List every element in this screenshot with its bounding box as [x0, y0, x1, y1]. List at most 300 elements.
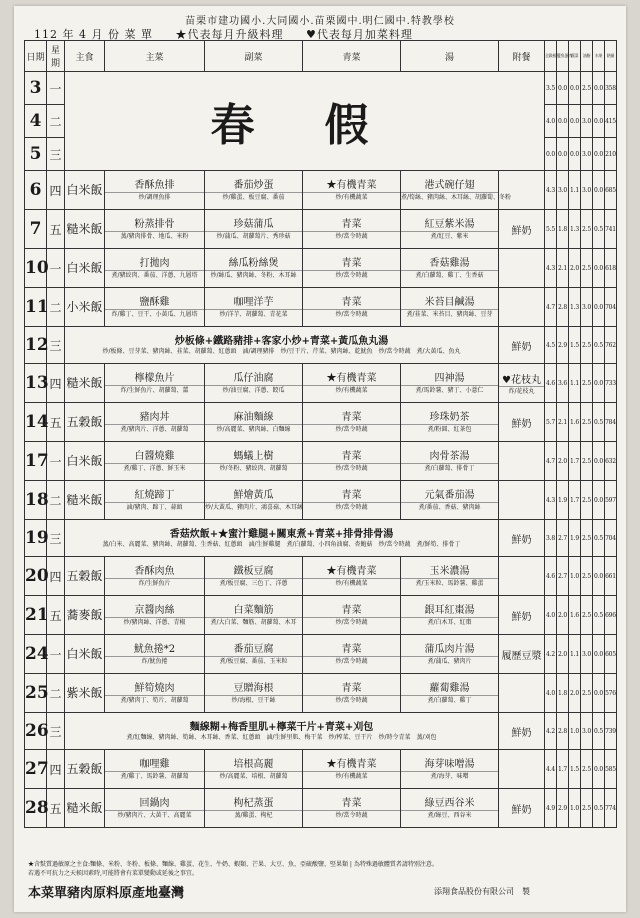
- vegetable-dish-name: 青菜: [341, 219, 362, 230]
- nutrition-value: 3.0: [581, 635, 593, 674]
- nutrition-value: 2.7: [557, 557, 569, 596]
- side-dish-name: 白菜麵筋: [233, 605, 274, 616]
- vegetable-dish-name: ★有機青菜: [326, 180, 377, 191]
- main-dish: [105, 596, 205, 635]
- extra-item: [499, 442, 545, 481]
- main-dish-name: 魷魚捲*2: [133, 644, 176, 655]
- vegetable-dish-name: 青菜: [341, 605, 362, 616]
- soup-dish-ingredients: 煮/韭菜、米苔目、豬肉絲、豆芽: [401, 309, 498, 318]
- nutrition-value: 2.5: [581, 481, 593, 520]
- special-combo-ingredients: 煮/紅麵線、豬肉絲、筍絲、木耳絲、香菜、紅蔥頭 滷/生鮮里肌、梅干菜 炒/榨菜、豆干片 炒/時令青菜 蒸/刈包: [126, 734, 437, 741]
- col-date: 日期: [25, 41, 47, 72]
- soup-dish-ingredients: 煮/綠豆、西谷米: [401, 810, 498, 819]
- soup-dish-name: 蒲瓜肉片湯: [424, 644, 475, 655]
- nutrition-value: 0.5: [593, 789, 605, 828]
- nutrition-value: 704: [605, 520, 617, 557]
- extra-item: [499, 288, 545, 327]
- nutrition-value: 2.7: [557, 520, 569, 557]
- table-row: [25, 403, 617, 442]
- side-dish-ingredients: 炒/蒲瓜、胡蘿蔔片、秀珍菇: [205, 231, 302, 240]
- soup-dish: [401, 442, 499, 481]
- day-weekday: 一: [47, 635, 65, 674]
- table-row: [25, 750, 617, 789]
- day-weekday: 三: [47, 138, 65, 171]
- vegetable-dish: [303, 171, 401, 210]
- day-weekday: 四: [47, 364, 65, 403]
- main-dish-ingredients: 炸/魷魚捲: [105, 656, 204, 665]
- nutrition-value: 0.0: [593, 249, 605, 288]
- day-weekday: 一: [47, 72, 65, 105]
- vegetable-dish-ingredients: 炒/當令時蔬: [303, 695, 400, 704]
- soup-dish-ingredients: 煮/白蘿蔔、雞丁、生香菇: [401, 270, 498, 279]
- nutrition-value: 576: [605, 674, 617, 713]
- extra-item: [499, 249, 545, 288]
- special-combo-title: 麵線糊+梅香里肌+檸菜干片+青菜+刈包: [189, 722, 374, 733]
- nutrition-value: 2.8: [557, 713, 569, 750]
- extra-item: [499, 327, 545, 364]
- vegetable-dish-name: 青菜: [341, 683, 362, 694]
- soup-dish: [401, 249, 499, 288]
- side-dish-ingredients: 煮/大白菜、麵筋、胡蘿蔔、木耳: [205, 617, 302, 626]
- soup-dish: [401, 403, 499, 442]
- nutrition-value: 661: [605, 557, 617, 596]
- col-weekday: 星期: [47, 41, 65, 72]
- nutrition-value: 762: [605, 327, 617, 364]
- vegetable-dish: [303, 596, 401, 635]
- vegetable-dish: [303, 750, 401, 789]
- soup-dish: [401, 481, 499, 520]
- soup-dish: [401, 635, 499, 674]
- nutrition-value: 1.1: [569, 364, 581, 403]
- soup-dish-name: 銀耳紅棗湯: [424, 605, 475, 616]
- nutrition-value: 1.7: [569, 442, 581, 481]
- nutrition-value: 3.5: [545, 72, 557, 105]
- table-row: [25, 72, 617, 105]
- nutrition-value: 0.5: [593, 327, 605, 364]
- soup-dish-name: 四神湯: [434, 373, 465, 384]
- vegetable-dish-name: 青菜: [341, 490, 362, 501]
- day-date: 28: [25, 789, 47, 828]
- soup-dish: [401, 364, 499, 403]
- col-nut-oil: 油脂: [581, 41, 593, 72]
- main-dish-ingredients: 滷/豬肉、蹄丁、蒜頭: [105, 502, 204, 511]
- nutrition-value: 2.0: [557, 596, 569, 635]
- day-date: 7: [25, 210, 47, 249]
- table-row: [25, 520, 617, 557]
- nutrition-value: 0.0: [569, 105, 581, 138]
- table-row: [25, 557, 617, 596]
- col-soup: 湯: [401, 41, 499, 72]
- nutrition-value: 605: [605, 635, 617, 674]
- table-row: [25, 288, 617, 327]
- nutrition-value: 1.5: [569, 327, 581, 364]
- nutrition-value: 2.5: [581, 750, 593, 789]
- staple-food: 糙米飯: [65, 789, 105, 828]
- nutrition-value: 5.7: [545, 403, 557, 442]
- nutrition-value: 632: [605, 442, 617, 481]
- nutrition-value: 1.0: [569, 557, 581, 596]
- soup-dish: [401, 596, 499, 635]
- day-date: 13: [25, 364, 47, 403]
- staple-food: 紫米飯: [65, 674, 105, 713]
- nutrition-value: 2.5: [581, 557, 593, 596]
- nutrition-value: 704: [605, 288, 617, 327]
- vegetable-dish: [303, 789, 401, 828]
- nutrition-value: 1.9: [557, 481, 569, 520]
- nutrition-value: 0.0: [557, 105, 569, 138]
- soup-dish-ingredients: 煮/粉圓、紅茶包: [401, 424, 498, 433]
- nutrition-value: 1.3: [569, 210, 581, 249]
- side-dish-ingredients: 炒/高麗菜、培根、胡蘿蔔: [205, 771, 302, 780]
- day-date: 11: [25, 288, 47, 327]
- main-dish-ingredients: 炸/雞丁、豆干、小黃瓜、九層塔: [105, 309, 204, 318]
- day-date: 20: [25, 557, 47, 596]
- main-dish: [105, 481, 205, 520]
- side-dish: [205, 750, 303, 789]
- nutrition-value: 2.5: [581, 403, 593, 442]
- soup-dish-name: 紅豆紫米湯: [424, 219, 475, 230]
- main-dish-name: 豬肉丼: [139, 412, 170, 423]
- nutrition-value: 5.5: [545, 210, 557, 249]
- nutrition-value: 2.5: [581, 249, 593, 288]
- nutrition-value: 1.6: [569, 403, 581, 442]
- staple-food: 五穀飯: [65, 557, 105, 596]
- day-weekday: 四: [47, 557, 65, 596]
- side-dish-name: 番茄豆腐: [233, 644, 274, 655]
- main-dish-name: 白醬燒雞: [134, 451, 175, 462]
- day-weekday: 五: [47, 403, 65, 442]
- vegetable-dish-name: ★有機青菜: [326, 759, 377, 770]
- side-dish-name: 珍菇蒲瓜: [233, 219, 274, 230]
- day-date: 6: [25, 171, 47, 210]
- soup-dish-ingredients: 煮/番茄、香菇、豬肉絲: [401, 502, 498, 511]
- extra-name: 鮮奶: [511, 341, 532, 353]
- nutrition-value: 1.1: [569, 635, 581, 674]
- main-dish-name: 紅燒蹄丁: [134, 490, 175, 501]
- staple-food: 糙米飯: [65, 210, 105, 249]
- extra-item: [499, 403, 545, 442]
- soup-dish-name: 元氣番茄湯: [424, 490, 475, 501]
- day-date: 27: [25, 750, 47, 789]
- col-nut-kcal: 熱量: [605, 41, 617, 72]
- day-date: 18: [25, 481, 47, 520]
- extra-ingredients: 炸/花枝丸: [499, 386, 544, 395]
- side-dish-name: 鮮燴黃瓜: [233, 490, 274, 501]
- nutrition-value: 4.2: [545, 713, 557, 750]
- nutrition-value: 2.5: [581, 364, 593, 403]
- nutrition-value: 4.0: [545, 105, 557, 138]
- day-weekday: 二: [47, 481, 65, 520]
- side-dish-ingredients: 炒/洋芋、胡蘿蔔、青花菜: [205, 309, 302, 318]
- nutrition-value: 2.0: [569, 249, 581, 288]
- nutrition-value: 4.3: [545, 481, 557, 520]
- vegetable-dish-name: 青菜: [341, 297, 362, 308]
- nutrition-value: 2.5: [581, 674, 593, 713]
- soup-dish: [401, 674, 499, 713]
- table-row: [25, 171, 617, 210]
- soup-dish-name: 玉米濃湯: [429, 566, 470, 577]
- menu-sheet: [14, 6, 626, 912]
- staple-food: 五穀飯: [65, 403, 105, 442]
- day-weekday: 四: [47, 171, 65, 210]
- soup-dish-name: 香菇雞湯: [429, 258, 470, 269]
- vegetable-dish-name: 青菜: [341, 451, 362, 462]
- nutrition-value: 2.5: [581, 520, 593, 557]
- staple-food: 小米飯: [65, 288, 105, 327]
- side-dish-name: 枸杞蒸蛋: [233, 798, 274, 809]
- nutrition-value: 4.6: [545, 557, 557, 596]
- vegetable-dish-name: ★有機青菜: [326, 566, 377, 577]
- nutrition-value: 1.6: [569, 596, 581, 635]
- extra-name: 鮮奶: [511, 534, 532, 546]
- vegetable-dish-ingredients: 炒/有機蔬菜: [303, 771, 400, 780]
- nutrition-value: 0.0: [593, 635, 605, 674]
- soup-dish-name: 米苔目鹹湯: [424, 297, 475, 308]
- staple-food: 蕎麥飯: [65, 596, 105, 635]
- day-date: 14: [25, 403, 47, 442]
- nutrition-value: 696: [605, 596, 617, 635]
- vegetable-dish: [303, 481, 401, 520]
- table-row: [25, 249, 617, 288]
- main-dish: [105, 442, 205, 481]
- nutrition-value: 4.9: [545, 789, 557, 828]
- main-dish: [105, 635, 205, 674]
- nutrition-value: 784: [605, 403, 617, 442]
- nutrition-value: 1.8: [557, 210, 569, 249]
- extra-name: 鮮奶: [511, 611, 532, 623]
- nutrition-value: 1.7: [569, 481, 581, 520]
- day-date: 10: [25, 249, 47, 288]
- nutrition-value: 1.3: [569, 288, 581, 327]
- extra-item: [499, 364, 545, 403]
- nutrition-value: 3.0: [581, 138, 593, 171]
- soup-dish-ingredients: 煮/筍絲、豬肉絲、木耳絲、胡蘿蔔、冬粉: [401, 194, 512, 201]
- main-dish-ingredients: 炒/調理魚排: [105, 192, 204, 201]
- side-dish-ingredients: 炒/大黃瓜、豬肉片、鴻喜菇、木耳絲: [205, 504, 304, 511]
- menu-month: 112 年 4 月 份 菜 單: [34, 28, 153, 41]
- main-dish: [105, 750, 205, 789]
- main-dish-name: 京醬肉絲: [134, 605, 175, 616]
- side-dish-ingredients: 炒/絲瓜、豬肉絲、冬粉、木耳絲: [205, 270, 302, 279]
- side-dish-name: 番茄炒蛋: [233, 180, 274, 191]
- extra-item: [499, 557, 545, 596]
- extra-name: 履歷豆漿: [501, 650, 542, 662]
- side-dish: [205, 210, 303, 249]
- main-dish: [105, 288, 205, 327]
- nutrition-value: 3.0: [581, 105, 593, 138]
- nutrition-value: 0.0: [593, 138, 605, 171]
- nutrition-value: 2.9: [557, 789, 569, 828]
- extra-item: [499, 210, 545, 249]
- side-dish-name: 瓜仔油腐: [233, 373, 274, 384]
- legend-star: ★代表每月升級料理: [175, 28, 284, 41]
- nutrition-value: 733: [605, 364, 617, 403]
- main-dish: [105, 403, 205, 442]
- vegetable-dish: [303, 210, 401, 249]
- side-dish: [205, 635, 303, 674]
- nutrition-value: 358: [605, 72, 617, 105]
- special-combo-title: 炒板條+鐵路豬排+客家小炒+青菜+黃瓜魚丸湯: [174, 336, 389, 347]
- soup-dish: [401, 288, 499, 327]
- day-weekday: 三: [47, 327, 65, 364]
- main-dish-ingredients: 炸/生鮮魚片、胡蘿蔔、薑: [105, 385, 204, 394]
- table-row: [25, 327, 617, 364]
- col-extra: 附餐: [499, 41, 545, 72]
- main-dish-ingredients: 煮/雞丁、馬鈴薯、胡蘿蔔: [105, 771, 204, 780]
- col-nut-grain: 全穀根莖: [545, 41, 557, 72]
- vegetable-dish: [303, 403, 401, 442]
- nutrition-value: 2.0: [557, 442, 569, 481]
- vegetable-dish: [303, 442, 401, 481]
- extra-item: [499, 596, 545, 635]
- day-date: 12: [25, 327, 47, 364]
- vegetable-dish-name: 青菜: [341, 258, 362, 269]
- vegetable-dish-ingredients: 炒/當令時蔬: [303, 231, 400, 240]
- table-header: [25, 41, 617, 72]
- table-row: [25, 635, 617, 674]
- special-combo: [65, 327, 499, 364]
- special-combo-title: 香菇炊飯+★蜜汁雞腿+關東煮+青菜+排骨排骨湯: [169, 529, 394, 540]
- nutrition-value: 1.7: [557, 750, 569, 789]
- nutrition-value: 4.4: [545, 750, 557, 789]
- vegetable-dish-name: 青菜: [341, 798, 362, 809]
- nutrition-value: 4.3: [545, 249, 557, 288]
- side-dish: [205, 674, 303, 713]
- nutrition-value: 0.0: [593, 750, 605, 789]
- nutrition-value: 2.1: [557, 403, 569, 442]
- soup-dish: [401, 557, 499, 596]
- side-dish: [205, 789, 303, 828]
- extra-item: [499, 674, 545, 713]
- nutrition-value: 2.5: [581, 789, 593, 828]
- nutrition-value: 0.0: [593, 105, 605, 138]
- nutrition-value: 2.5: [581, 442, 593, 481]
- nutrition-value: 3.0: [557, 171, 569, 210]
- vegetable-dish: [303, 674, 401, 713]
- day-date: 19: [25, 520, 47, 557]
- vegetable-dish-ingredients: 炒/當令時蔬: [303, 463, 400, 472]
- soup-dish-ingredients: 煮/玉米粒、馬鈴薯、雞蛋: [401, 578, 498, 587]
- nutrition-value: 0.0: [557, 138, 569, 171]
- side-dish-name: 螞蟻上樹: [233, 451, 274, 462]
- soup-dish: [401, 171, 512, 210]
- side-dish: [205, 288, 303, 327]
- nutrition-value: 0.5: [593, 520, 605, 557]
- day-weekday: 一: [47, 442, 65, 481]
- nutrition-value: 0.0: [557, 72, 569, 105]
- col-veg: 青菜: [303, 41, 401, 72]
- nutrition-value: 739: [605, 713, 617, 750]
- side-dish: [205, 249, 303, 288]
- main-dish-ingredients: 炒/豬肉絲、洋蔥、青椒: [105, 617, 204, 626]
- main-dish: [105, 364, 205, 403]
- special-combo-ingredients: 炒/板條、豆芽菜、豬肉絲、韭菜、胡蘿蔔、紅蔥頭 滷/調理豬排 炒/豆干片、芹菜、豬肉絲、乾魷魚 炒/當令時蔬 煮/大黃瓜、魚丸: [102, 348, 461, 355]
- main-dish: [105, 557, 205, 596]
- col-nut-protein: 豆魚蛋肉: [557, 41, 569, 72]
- nutrition-value: 0.5: [593, 596, 605, 635]
- vegetable-dish: [303, 557, 401, 596]
- main-dish: [105, 249, 205, 288]
- table-row: [25, 364, 617, 403]
- extra-item: [499, 750, 545, 789]
- vegetable-dish-ingredients: 炒/當令時蔬: [303, 502, 400, 511]
- main-dish: [105, 789, 205, 828]
- nutrition-value: 0.0: [593, 442, 605, 481]
- table-row: [25, 481, 617, 520]
- staple-food: 白米飯: [65, 171, 105, 210]
- table-row: [25, 596, 617, 635]
- extra-item: [499, 789, 545, 828]
- vacation-label: 春假: [210, 100, 439, 151]
- day-weekday: 三: [47, 520, 65, 557]
- nutrition-value: 585: [605, 750, 617, 789]
- soup-dish-ingredients: 煮/馬鈴薯、豬丁、小薏仁: [401, 385, 498, 394]
- side-dish-ingredients: 炒/雞蛋、板豆腐、番茄: [205, 192, 302, 201]
- soup-dish-ingredients: 煮/紅豆、紫米: [401, 231, 498, 240]
- nutrition-value: 4.0: [545, 674, 557, 713]
- day-weekday: 五: [47, 789, 65, 828]
- day-date: 3: [25, 72, 47, 105]
- soup-dish-name: 海芽味噌湯: [424, 759, 475, 770]
- nutrition-value: 0.0: [593, 288, 605, 327]
- nutrition-value: 741: [605, 210, 617, 249]
- nutrition-value: 4.2: [545, 635, 557, 674]
- nutrition-value: 4.5: [545, 327, 557, 364]
- side-dish-name: 鐵板豆腐: [233, 566, 274, 577]
- vacation-banner: [65, 72, 545, 171]
- vegetable-dish: [303, 249, 401, 288]
- nutrition-value: 2.5: [581, 596, 593, 635]
- soup-dish: [401, 789, 499, 828]
- main-dish-name: 香酥肉魚: [134, 566, 175, 577]
- nutrition-value: 2.0: [569, 674, 581, 713]
- vegetable-dish: [303, 635, 401, 674]
- staple-food: 白米飯: [65, 635, 105, 674]
- nutrition-value: 4.0: [545, 596, 557, 635]
- day-weekday: 二: [47, 674, 65, 713]
- nutrition-value: 4.6: [545, 364, 557, 403]
- vegetable-dish-ingredients: 炒/有機蔬菜: [303, 192, 400, 201]
- side-dish-ingredients: 炒/高麗菜、豬肉絲、白麵線: [205, 424, 302, 433]
- side-dish-name: 麻油麵線: [233, 412, 274, 423]
- side-dish-ingredients: 炒/海根、豆干絲: [205, 695, 302, 704]
- table-row: [25, 789, 617, 828]
- vegetable-dish-name: 青菜: [341, 412, 362, 423]
- col-nut-veg: 蔬菜: [569, 41, 581, 72]
- extra-name: 鮮奶: [511, 418, 532, 430]
- day-date: 26: [25, 713, 47, 750]
- vegetable-dish: [303, 364, 401, 403]
- soup-dish-ingredients: 煮/白蘿蔔、排骨丁: [401, 463, 498, 472]
- main-dish-name: 鹽酥雞: [139, 297, 170, 308]
- day-weekday: 五: [47, 596, 65, 635]
- extra-name: 鮮奶: [511, 225, 532, 237]
- extra-item: [499, 481, 545, 520]
- side-dish-name: 咖哩洋芋: [233, 297, 274, 308]
- main-dish-ingredients: 煮/豬肉丁、筍片、胡蘿蔔: [105, 695, 204, 704]
- soup-dish-ingredients: 煮/海芽、味噌: [401, 771, 498, 780]
- side-dish-ingredients: 炒/冬粉、豬絞肉、胡蘿蔔: [205, 463, 302, 472]
- nutrition-value: 1.9: [569, 520, 581, 557]
- vegetable-dish-ingredients: 炒/當令時蔬: [303, 309, 400, 318]
- nutrition-value: 0.0: [569, 138, 581, 171]
- day-date: 24: [25, 635, 47, 674]
- side-dish: [205, 481, 303, 520]
- side-dish-ingredients: 蒸/雞蛋、枸杞: [205, 810, 302, 819]
- nutrition-value: 0.0: [569, 72, 581, 105]
- main-dish-name: 檸檬魚片: [134, 373, 175, 384]
- side-dish: [205, 403, 303, 442]
